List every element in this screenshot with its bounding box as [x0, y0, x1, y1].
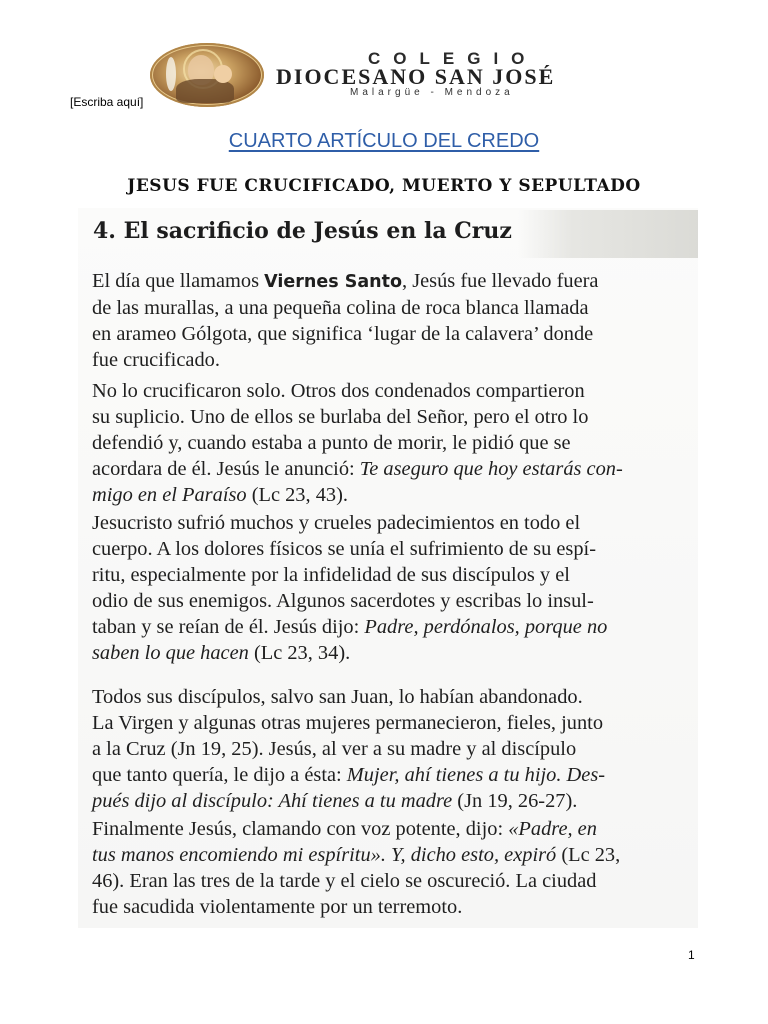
italic-quote: pués dijo al discípulo: Ahí tienes a tu madre	[92, 790, 453, 812]
italic-quote: Te aseguro que hoy estarás con-	[359, 458, 623, 480]
document-title: CUARTO ARTÍCULO DEL CREDO	[228, 130, 540, 152]
text-line: ritu, especialmente por la infidelidad de sus discípulos y el	[92, 564, 570, 586]
scanned-text-image	[78, 208, 698, 928]
document-subtitle: JESUS FUE CRUCIFICADO, MUERTO Y SEPULTADO	[127, 176, 641, 196]
text-line: fue sacudida violentamente por un terremoto.	[92, 896, 463, 918]
text-line: El día que llamamos Viernes Santo, Jesús fue llevado fuera	[92, 270, 599, 292]
lily-icon	[166, 57, 176, 91]
text-line: odio de sus enemigos. Algunos sacerdotes y escribas lo insul-	[92, 590, 594, 612]
italic-quote: migo en el Paraíso	[92, 484, 247, 506]
italic-quote: Padre, perdónalos, porque no	[364, 616, 608, 638]
bold-term: Viernes Santo	[264, 272, 402, 292]
text-line: defendió y, cuando estaba a punto de morir, le pidió que se	[92, 432, 571, 454]
college-name: DIOCESANO SAN JOSÉ	[276, 64, 556, 89]
text-line: en arameo Gólgota, que significa ‘lugar de la calavera’ donde	[92, 323, 594, 345]
scan-smudge	[518, 210, 698, 258]
text-line: su suplicio. Uno de ellos se burlaba del Señor, pero el otro lo	[92, 406, 589, 428]
paragraph	[92, 816, 672, 920]
text-line: La Virgen y algunas otras mujeres permanecieron, fieles, junto	[92, 712, 604, 734]
text-line: tus manos encomiendo mi espíritu». Y, dicho esto, expiró (Lc 23,	[92, 844, 621, 866]
text-line: taban y se reían de él. Jesús dijo: Padre, perdónalos, porque no	[92, 616, 608, 638]
paragraph	[92, 684, 672, 814]
page-header	[0, 0, 768, 120]
paragraph	[92, 378, 672, 508]
paragraph	[92, 268, 672, 373]
text-line: pués dijo al discípulo: Ahí tienes a tu madre (Jn 19, 26-27).	[92, 790, 578, 812]
page-number: 1	[688, 948, 695, 962]
college-label: COLEGIO	[368, 49, 538, 68]
text-line: No lo crucificaron solo. Otros dos condenados compartieron	[92, 380, 585, 402]
text-line: Finalmente Jesús, clamando con voz potente, dijo: «Padre, en	[92, 818, 597, 840]
text-line: Todos sus discípulos, salvo san Juan, lo habían abandonado.	[92, 686, 583, 708]
college-location: Malargüe - Mendoza	[350, 87, 514, 98]
text-line: que tanto quería, le dijo a ésta: Mujer, ahí tienes a tu hijo. Des-	[92, 764, 606, 786]
italic-quote: «Padre, en	[508, 818, 597, 840]
header-placeholder-text[interactable]: [Escriba aquí]	[70, 95, 144, 109]
italic-quote: saben lo que hacen	[92, 642, 249, 664]
text-line: a la Cruz (Jn 19, 25). Jesús, al ver a su madre y al discípulo	[92, 738, 577, 760]
text-line: saben lo que hacen (Lc 23, 34).	[92, 642, 351, 664]
section-heading: 4. El sacrificio de Jesús en la Cruz	[93, 218, 512, 244]
italic-quote: Mujer, ahí tienes a tu hijo. Des-	[346, 764, 606, 786]
school-logo-image	[150, 43, 264, 107]
text-line: 46). Eran las tres de la tarde y el cielo se oscureció. La ciudad	[92, 870, 597, 892]
child-figure-icon	[214, 65, 232, 83]
text-line: fue crucificado.	[92, 349, 220, 371]
text-line: acordara de él. Jesús le anunció: Te aseguro que hoy estarás con-	[92, 458, 623, 480]
paragraph	[92, 510, 672, 666]
text-line: migo en el Paraíso (Lc 23, 43).	[92, 484, 348, 506]
italic-quote: tus manos encomiendo mi espíritu». Y, dicho esto, expiró	[92, 844, 557, 866]
text-line: Jesucristo sufrió muchos y crueles padecimientos en todo el	[92, 512, 581, 534]
text-line: cuerpo. A los dolores físicos se unía el sufrimiento de su espí-	[92, 538, 597, 560]
text-line: de las murallas, a una pequeña colina de roca blanca llamada	[92, 297, 589, 319]
